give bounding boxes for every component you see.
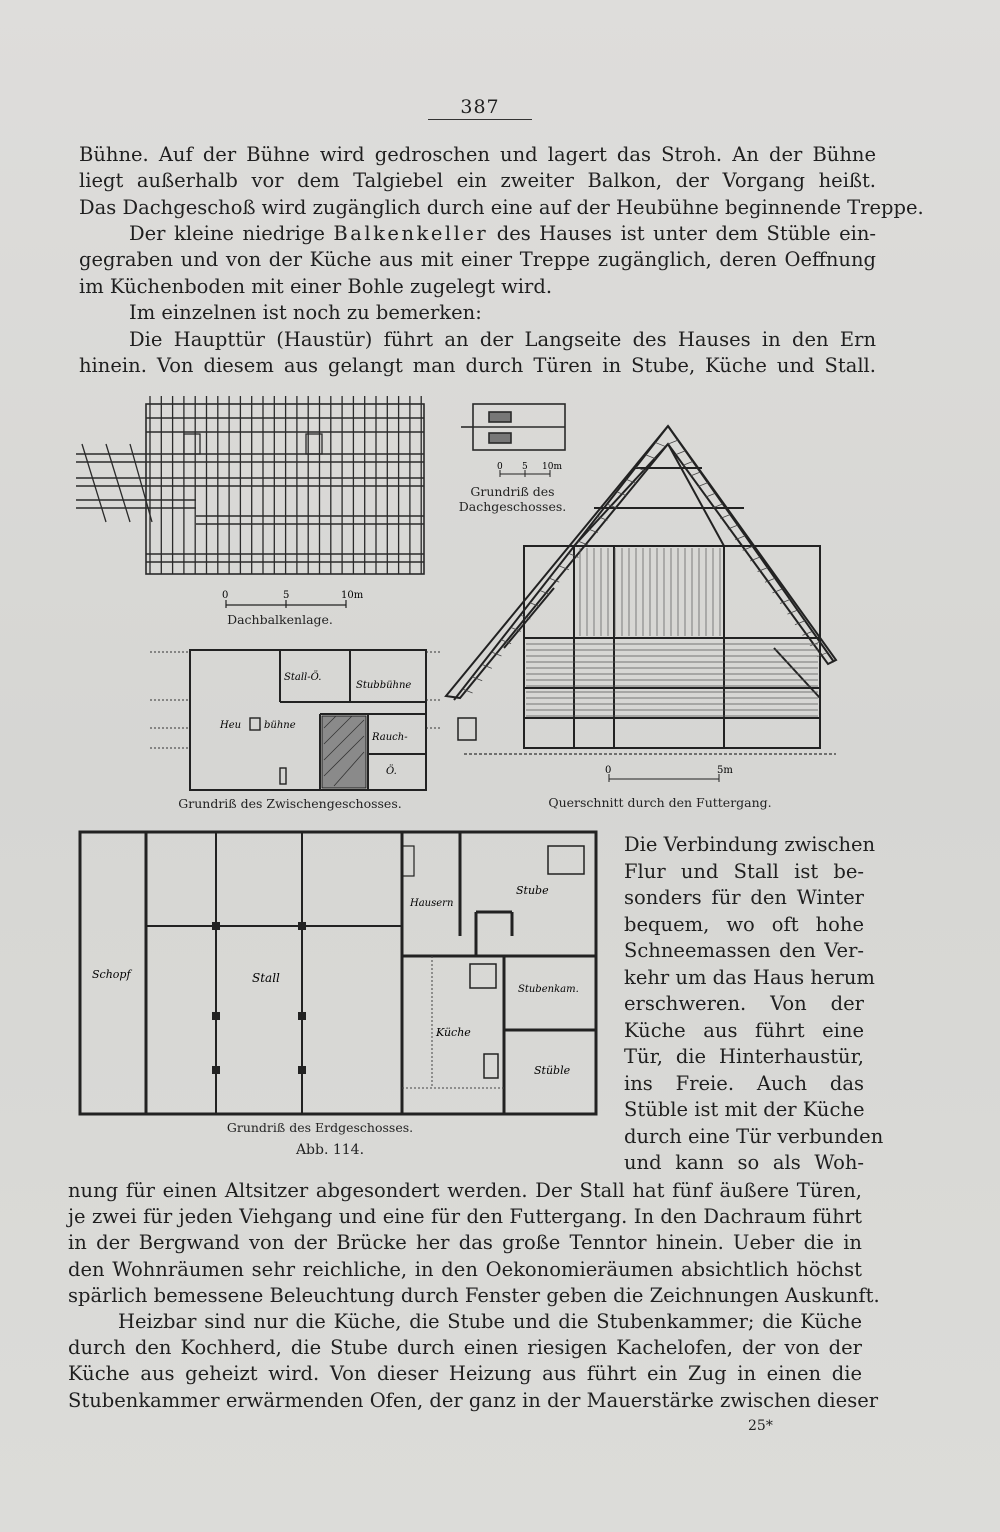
room-label: Stall-Ö. <box>284 672 322 683</box>
figure-number: Abb. 114. <box>295 1142 365 1158</box>
caption-line: Dachgeschosses. <box>458 499 567 514</box>
room-label: Stubenkam. <box>518 984 579 995</box>
text-line: hinein. Von diesem aus gelangt man durch Türen in Stube, Küche und Stall. <box>79 354 876 378</box>
text-line: Stüble ist mit der Küche <box>624 1098 865 1121</box>
room-label: Stüble <box>534 1064 571 1077</box>
text-line: durch den Kochherd, die Stube durch einen riesigen Kachelofen, der von der <box>68 1336 862 1360</box>
scale-label: 0 <box>497 462 503 472</box>
room-label: Stubbühne <box>356 680 412 691</box>
room-label: bühne <box>264 720 296 731</box>
paragraph-buehne <box>79 142 924 221</box>
text-line: den Wohnräumen sehr reichliche, in den Oekonomieräumen absichtlich höchst <box>68 1257 862 1281</box>
scale-label: 0 <box>222 590 229 601</box>
room-label: Stall <box>252 971 280 985</box>
text-line: Die Verbindung zwischen <box>624 833 876 856</box>
room-label: Hausern <box>410 898 454 909</box>
paragraph-einzelnen <box>129 300 876 326</box>
scale-label: 10m <box>341 590 364 601</box>
text-segment: Der kleine niedrige <box>129 222 334 245</box>
text-segment: Die Haupttür (Haustür) führt an der Langseite des Hauses in den Ern <box>129 328 876 351</box>
scale-label: 5m <box>717 765 733 776</box>
text-line: spärlich bemessene Beleuchtung durch Fenster geben die Zeichnungen Auskunft. <box>68 1283 880 1307</box>
caption-dachbalkenlage: Dachbalkenlage. <box>227 612 333 627</box>
text-line: in der Bergwand von der Brücke her das große Tenntor hinein. Ueber die in <box>68 1231 862 1255</box>
page-number: 387 <box>428 96 532 120</box>
paragraph-verbindung <box>624 832 884 1177</box>
text-line: ins Freie. Auch das <box>624 1071 864 1095</box>
text-line: nung für einen Altsitzer abgesondert werden. Der Stall hat fünf äußere Türen, <box>68 1179 862 1202</box>
text-line: sonders für den Winter <box>624 886 864 909</box>
figure-erdgeschoss <box>72 826 604 1122</box>
figure-querschnitt <box>444 418 840 792</box>
text-line: gegraben und von der Küche aus mit einer Treppe zugänglich, deren Oeffnung <box>79 248 876 272</box>
text-line: liegt außerhalb vor dem Talgiebel ein zweiter Balkon, der Vorgang heißt. <box>79 169 876 193</box>
paragraph-stall <box>68 1178 880 1309</box>
scale-label: 0 <box>605 765 612 776</box>
scale-label: 5 <box>283 590 290 601</box>
text-line <box>79 221 876 247</box>
text-line: je zwei für jeden Viehgang und eine für den Futtergang. In den Dachraum führt <box>68 1205 862 1229</box>
signature-mark: 25* <box>748 1418 773 1434</box>
paragraph-heizbar <box>68 1309 879 1414</box>
text-line: bequem, wo oft hohe <box>624 912 864 936</box>
paragraph-haupttuer <box>79 327 876 380</box>
text-line <box>68 1309 862 1335</box>
text-segment: Heizbar sind nur die Küche, die Stube und die Stubenkammer; die Küche <box>118 1310 862 1333</box>
text-line: erschweren. Von der <box>624 992 864 1015</box>
text-line <box>79 327 876 353</box>
text-line: im Küchenboden mit einer Bohle zugelegt wird. <box>79 274 553 298</box>
figure-dachbalkenlage <box>76 394 436 629</box>
text-line: Im einzelnen ist noch zu bemerken: <box>129 301 482 324</box>
text-line: Küche aus führt eine <box>624 1018 864 1042</box>
caption-line: Grundriß des <box>470 484 555 499</box>
room-label: Ö. <box>386 766 397 777</box>
room-label: Heu <box>220 720 242 731</box>
text-line: durch eine Tür verbunden <box>624 1124 884 1148</box>
scale-label: 5 <box>522 462 528 472</box>
paragraph-balkenkeller <box>79 221 876 300</box>
room-label: Stube <box>516 884 549 897</box>
text-line: Schneemassen den Ver- <box>624 939 864 962</box>
scale-label: 10m <box>542 462 562 472</box>
text-line: Tür, die Hinterhaustür, <box>624 1045 864 1068</box>
emphasized-term: Balkenkeller <box>333 222 489 245</box>
room-label: Küche <box>436 1026 471 1039</box>
room-label: Schopf <box>92 968 131 981</box>
text-line: Das Dachgeschoß wird zugänglich durch eine auf der Heubühne beginnende Treppe. <box>79 195 924 219</box>
text-line: und kann so als Woh- <box>624 1151 864 1174</box>
room-label: Rauch- <box>372 732 408 743</box>
text-line: Bühne. Auf der Bühne wird gedroschen und lagert das Stroh. An der Bühne <box>79 143 876 166</box>
caption-erdgeschoss: Grundriß des Erdgeschosses. <box>226 1120 414 1135</box>
text-line: kehr um das Haus herum <box>624 965 875 989</box>
figure-zwischengeschoss <box>150 640 440 796</box>
text-line: Stubenkammer erwärmenden Ofen, der ganz in der Mauerstärke zwischen dieser <box>68 1388 879 1412</box>
text-line: Küche aus geheizt wird. Von dieser Heizung aus führt ein Zug in einen die <box>68 1362 862 1386</box>
text-segment: des Hauses ist unter dem Stüble ein- <box>488 222 877 245</box>
text-line: Flur und Stall ist be- <box>624 859 864 883</box>
caption-zwischengeschoss: Grundriß des Zwischengeschosses. <box>178 796 402 811</box>
caption-querschnitt: Querschnitt durch den Futtergang. <box>548 795 772 810</box>
